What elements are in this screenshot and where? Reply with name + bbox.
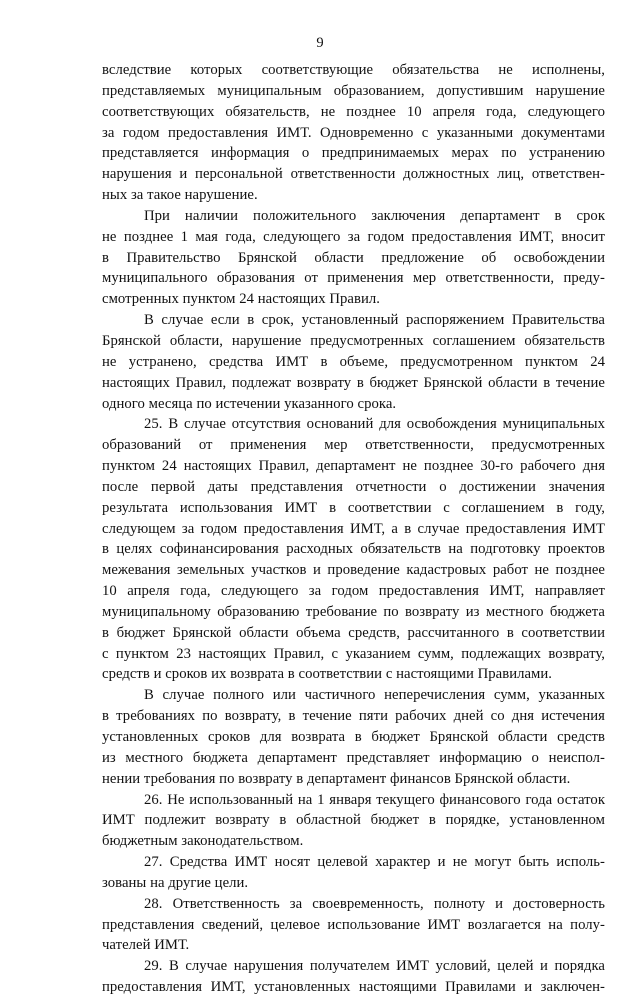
paragraph-first-line: 25. В случае отсутствия оснований для освобождения муниципальных: [144, 416, 605, 433]
text-line: вследствие которых соответствующие обязательства не исполнены,: [102, 62, 605, 78]
text-line: следующем за годом предоставления ИМТ, а в случае предоставления ИМТ: [102, 520, 605, 537]
text-line: в целях софинансирования расходных обязательств на подготовку проектов: [102, 541, 605, 558]
text-line: установленных сроков для возврата в бюджет Брянской области средств: [102, 729, 605, 745]
text-line: муниципальному образованию требование по возврату из местного бюджета: [102, 603, 605, 620]
paragraph-first-line: В случае если в срок, установленный распоряжением Правительства: [144, 312, 605, 329]
text-line: смотренных пунктом 24 настоящих Правил.: [102, 291, 380, 308]
text-line: Брянской области, нарушение предусмотренных соглашением обязательств: [102, 332, 605, 349]
paragraph-first-line: 29. В случае нарушения получателем ИМТ условий, целей и порядка: [144, 958, 605, 975]
text-line: соответствующих обязательств, не позднее 10 апреля года, следующего: [102, 103, 605, 120]
text-line: представления сведений, целевое использование ИМТ возлагается на полу-: [102, 916, 605, 933]
text-line: 10 апреля года, следующего за годом предоставления ИМТ, направляет: [102, 583, 605, 600]
document-body: [102, 60, 605, 998]
text-line: нарушения и персональной ответственности должностных лиц, ответствен-: [102, 166, 605, 183]
text-line: чателей ИМТ.: [102, 937, 190, 954]
text-line: за годом предоставления ИМТ. Одновременно с указанными документами: [102, 124, 605, 141]
text-line: зованы на другие цели.: [102, 874, 249, 891]
text-line: не позднее 1 мая года, следующего за годом предоставления ИМТ, вносит: [102, 228, 605, 245]
text-line: после первой даты представления отчетности о достижении значения: [102, 478, 605, 495]
text-line: результата использования ИМТ в соответствии с соглашением в году,: [102, 499, 605, 516]
text-line: настоящих Правил, подлежат возврату в бюджет Брянской области в течение: [102, 374, 605, 391]
paragraph-first-line: 26. Не использованный на 1 января текущего финансового года остаток: [144, 791, 605, 808]
paragraph-first-line: 27. Средства ИМТ носят целевой характер и не могут быть исполь-: [144, 854, 605, 871]
text-line: средств и сроков их возврата в соответствии с настоящими Правилами.: [102, 666, 553, 683]
paragraph-first-line: В случае полного или частичного неперечисления сумм, указанных: [144, 687, 605, 704]
page-number: 9: [316, 35, 324, 51]
text-line: в требованиях по возврату, в течение пяти рабочих дней со дня истечения: [102, 708, 605, 725]
text-line: ИМТ подлежит возврату в областной бюджет в порядке, установленном: [102, 812, 605, 829]
text-line: представляемых муниципальным образованием, допустившим нарушение: [102, 82, 605, 99]
text-line: пунктом 24 настоящих Правил, департамент не позднее 30-го рабочего дня: [102, 458, 605, 475]
text-line: представляется информация о предпринимаемых мерах по устранению: [102, 145, 605, 162]
text-line: межевания земельных участков и проведение кадастровых работ не позднее: [102, 562, 605, 579]
paragraph-first-line: 28. Ответственность за своевременность, полноту и достоверность: [144, 895, 605, 912]
text-line: ных за такое нарушение.: [102, 187, 258, 204]
text-line: нении требования по возврату в департамент финансов Брянской области.: [102, 770, 571, 787]
text-line: с пунктом 23 настоящих Правил, с указанием сумм, подлежащих возврату,: [102, 645, 605, 662]
text-line: в бюджет Брянской области объема средств, рассчитанного в соответствии: [102, 624, 605, 641]
text-line: образований от применения мер ответственности, предусмотренных: [102, 437, 605, 454]
paragraph-first-line: При наличии положительного заключения департамент в срок: [144, 207, 605, 224]
text-line: бюджетным законодательством.: [102, 833, 304, 850]
text-line: одного месяца по истечении указанного срока.: [102, 395, 397, 412]
text-line: из местного бюджета департамент представляет информацию о неиспол-: [102, 749, 605, 766]
text-line: предоставления ИМТ, установленных настоящими Правилами и заключен-: [102, 979, 605, 996]
text-line: муниципального образования от применения мер ответственности, преду-: [102, 270, 605, 287]
text-line: в Правительство Брянской области предложение об освобождении: [102, 249, 605, 266]
text-line: не устранено, средства ИМТ в объеме, предусмотренном пунктом 24: [102, 353, 605, 370]
